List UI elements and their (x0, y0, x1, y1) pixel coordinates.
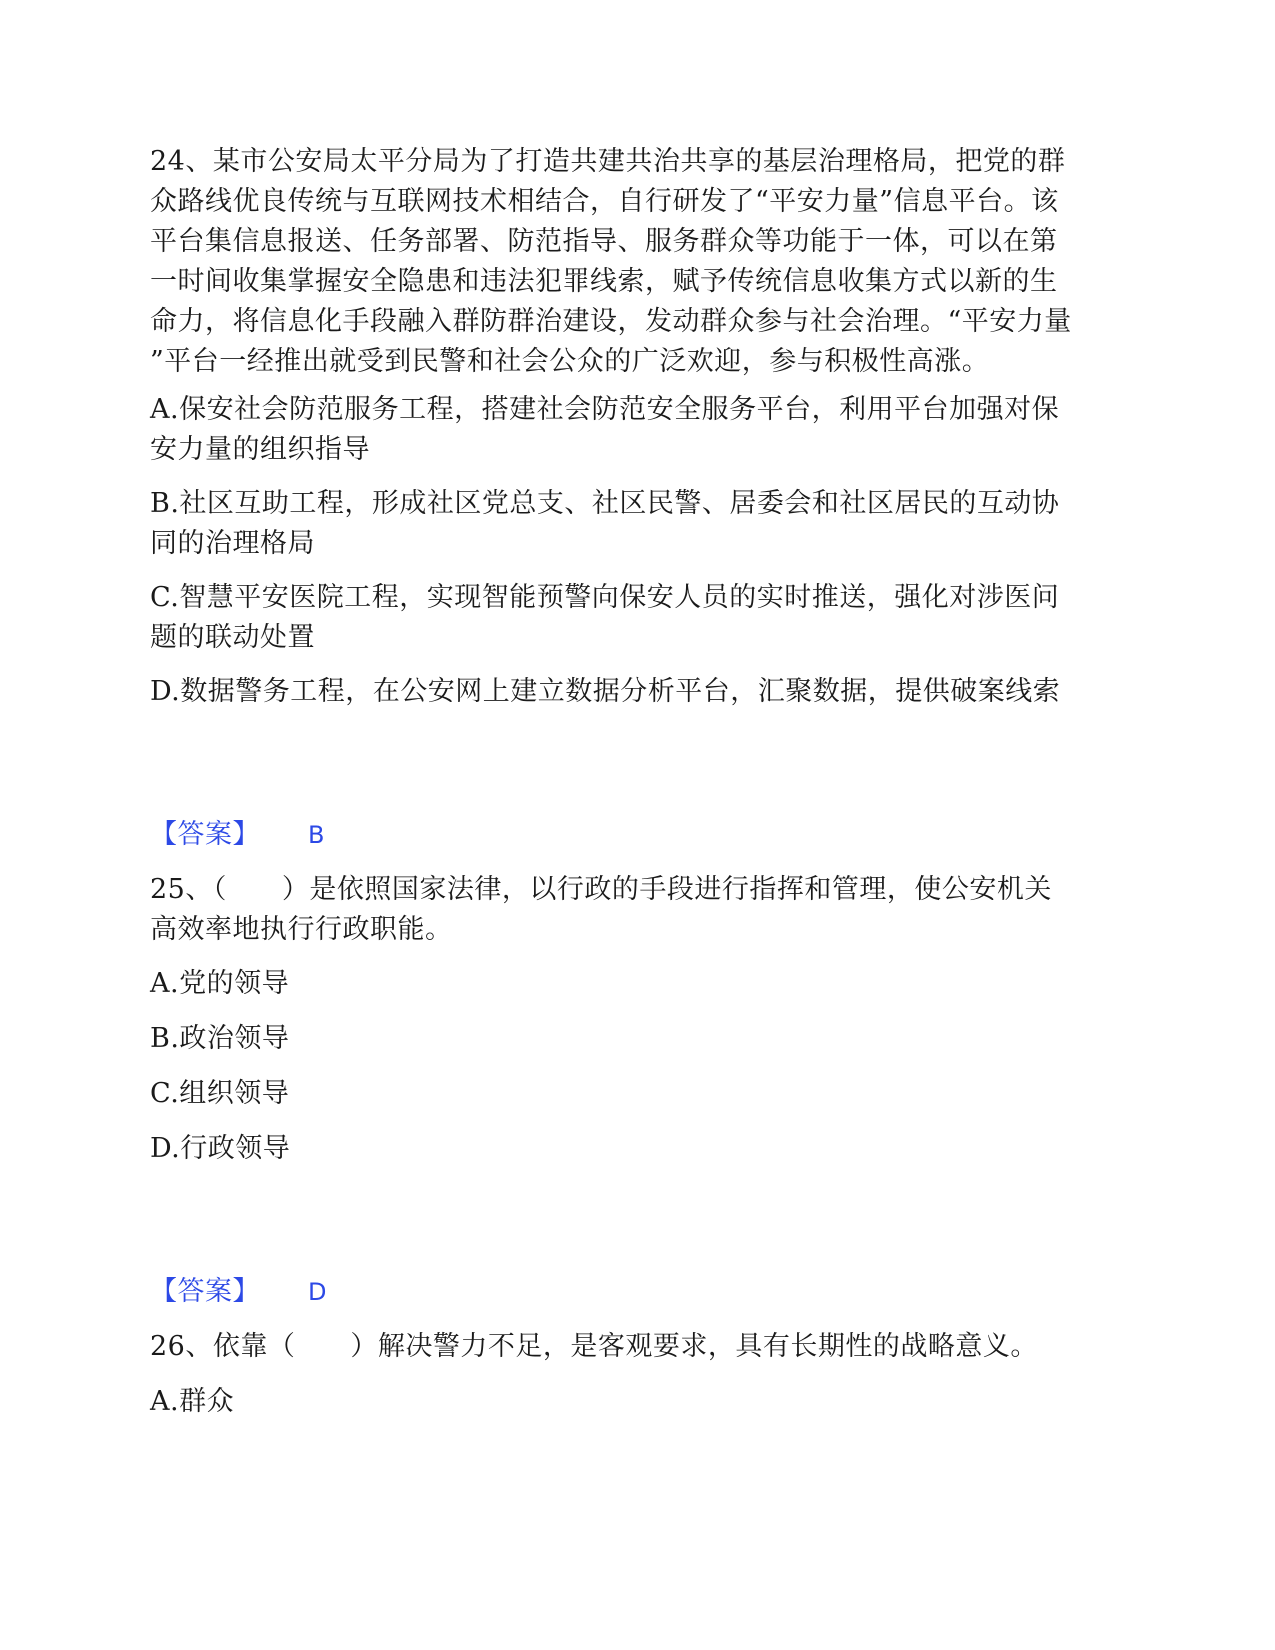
option-line: A.党的领导 (150, 968, 290, 999)
stem-line: 25、（ ）是依照国家法律，以行政的手段进行指挥和管理，使公安机关 (150, 874, 1052, 905)
question-25-option-c (150, 1074, 1120, 1114)
answer-value: B (308, 821, 325, 849)
option-line: B.社区互助工程，形成社区党总支、社区民警、居委会和社区居民的互动协 (150, 488, 1060, 519)
answer-label: 【答案】 (150, 819, 260, 850)
stem-line: 众路线优良传统与互联网技术相结合，自行研发了“平安力量”信息平台。该 (150, 186, 1059, 217)
stem-line: 高效率地执行行政职能。 (150, 914, 453, 945)
question-25-option-d (150, 1129, 1120, 1169)
stem-line: ”平台一经推出就受到民警和社会公众的广泛欢迎，参与积极性高涨。 (150, 346, 990, 377)
question-24-option-b (150, 484, 1120, 564)
option-line: 同的治理格局 (150, 528, 315, 559)
question-25-stem (150, 870, 1120, 950)
stem-line: 24、某市公安局太平分局为了打造共建共治共享的基层治理格局，把党的群 (150, 146, 1066, 177)
question-24-option-a (150, 390, 1120, 470)
option-line: B.政治领导 (150, 1023, 290, 1054)
option-line: C.组织领导 (150, 1078, 290, 1109)
stem-line: 26、依靠（ ）解决警力不足，是客观要求，具有长期性的战略意义。 (150, 1331, 1038, 1362)
answer-value: D (308, 1278, 327, 1306)
option-line: A.群众 (150, 1386, 235, 1417)
stem-line: 一时间收集掌握安全隐患和违法犯罪线索，赋予传统信息收集方式以新的生 (150, 266, 1058, 297)
option-line: 安力量的组织指导 (150, 434, 370, 465)
option-line: D.数据警务工程，在公安网上建立数据分析平台，汇聚数据，提供破案线索 (150, 676, 1061, 707)
answer-label: 【答案】 (150, 1276, 260, 1307)
option-line: C.智慧平安医院工程，实现智能预警向保安人员的实时推送，强化对涉医问 (150, 582, 1060, 613)
question-25-answer (150, 1272, 1120, 1312)
question-24-answer (150, 815, 1120, 855)
option-line: D.行政领导 (150, 1133, 291, 1164)
stem-line: 命力，将信息化手段融入群防群治建设，发动群众参与社会治理。“平安力量 (150, 306, 1072, 337)
question-24-option-c (150, 578, 1120, 658)
question-24-option-d (150, 672, 1120, 712)
stem-line: 平台集信息报送、任务部署、防范指导、服务群众等功能于一体，可以在第 (150, 226, 1058, 257)
question-26-option-a (150, 1382, 1120, 1422)
question-24-stem (150, 142, 1120, 382)
option-line: A.保安社会防范服务工程，搭建社会防范安全服务平台，利用平台加强对保 (150, 394, 1060, 425)
option-line: 题的联动处置 (150, 622, 315, 653)
question-25-option-b (150, 1019, 1120, 1059)
question-26-stem (150, 1327, 1120, 1367)
question-25-option-a (150, 964, 1120, 1004)
